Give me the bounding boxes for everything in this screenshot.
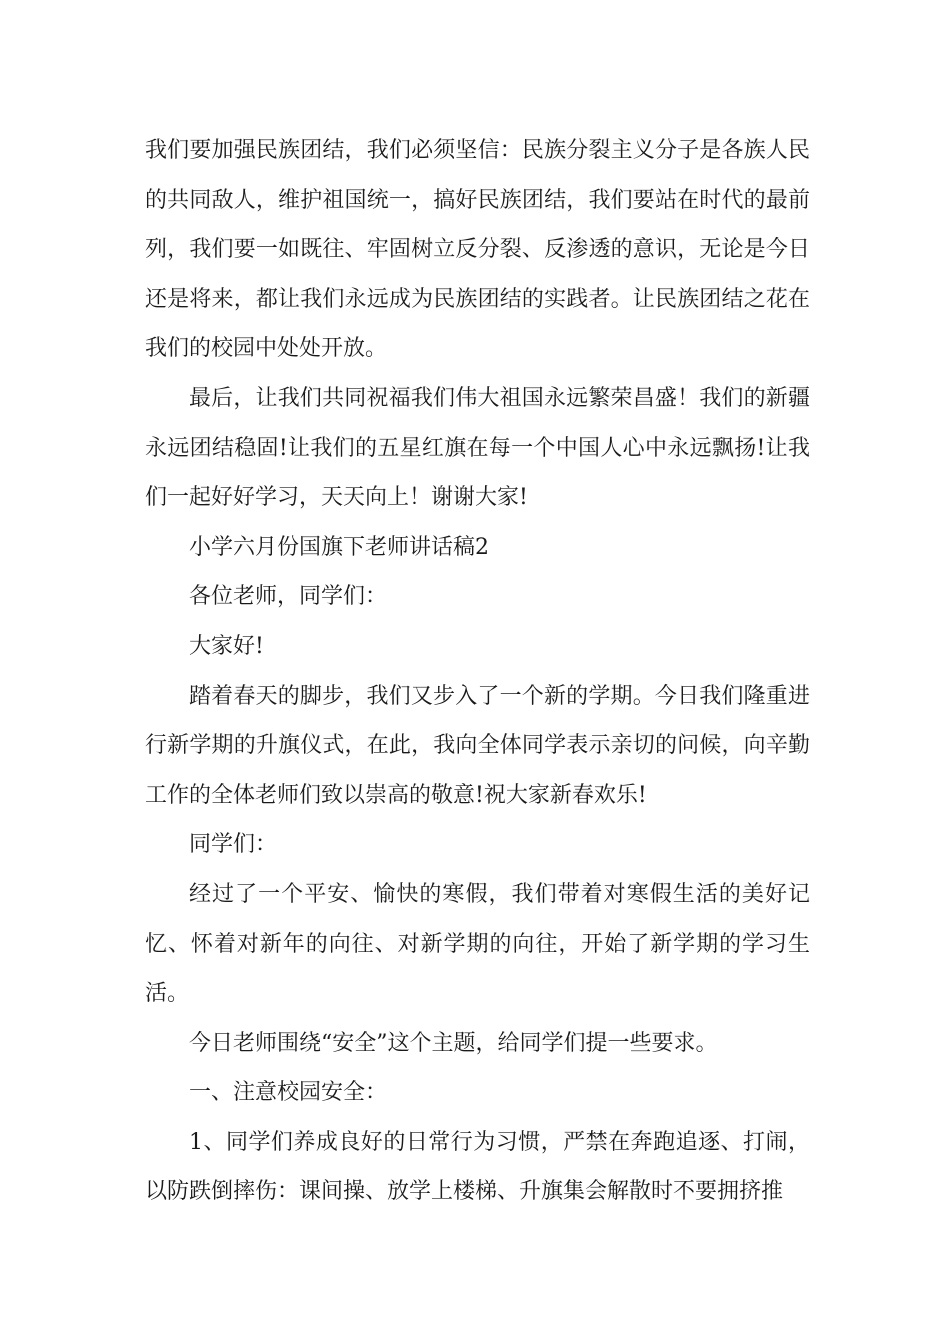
list-heading: 一、注意校园安全： <box>189 1080 388 1106</box>
section-heading: 小学六月份国旗下老师讲话稿2 <box>189 534 489 560</box>
list-item-1: 1、同学们养成良好的日常行为习惯，严禁在奔跑追逐、打闹，以防跌倒摔伤：课间操、放学上楼梯、升旗集会解散时不要拥挤推 <box>145 1129 810 1205</box>
paragraph-3: 踏着春天的脚步，我们又步入了一个新的学期。今日我们隆重进行新学期的升旗仪式，在此，我向全体同学表示亲切的问候，向辛勤工作的全体老师们致以崇高的敬意!祝大家新春欢乐! <box>145 683 810 808</box>
paragraph-1: 我们要加强民族团结，我们必须坚信：民族分裂主义分子是各族人民的共同敌人，维护祖国统一，搞好民族团结，我们要站在时代的最前列，我们要一如既往、牢固树立反分裂、反渗透的意识，无论是今日还是将来，都让我们永远成为民族团结的实践者。让民族团结之花在我们的校园中处处开放。 <box>145 138 810 362</box>
greeting: 大家好! <box>189 633 264 659</box>
paragraph-2: 最后，让我们共同祝福我们伟大祖国永远繁荣昌盛！我们的新疆永远团结稳固!让我们的五星红旗在每一个中国人心中永远飘扬!让我们一起好好学习，天天向上！谢谢大家! <box>145 385 810 511</box>
salutation: 各位老师，同学们： <box>189 584 388 610</box>
paragraph-4: 经过了一个平安、愉快的寒假，我们带着对寒假生活的美好记忆、怀着对新年的向往、对新学期的向往，开始了新学期的学习生活。 <box>145 881 810 1007</box>
address-students: 同学们： <box>189 832 278 858</box>
paragraph-5: 今日老师围绕“安全”这个主题，给同学们提一些要求。 <box>189 1030 718 1056</box>
document-body <box>145 126 810 1217</box>
